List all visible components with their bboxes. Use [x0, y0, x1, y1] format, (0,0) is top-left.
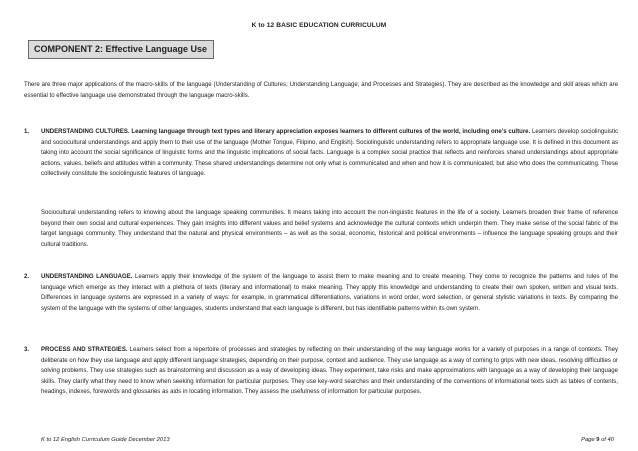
sociocultural-paragraph: Sociocultural understanding refers to knowing about the language speaking communities. It means taking into account the non-linguistic features in the life of a society. Learners broaden their frame of reference beyond their own social and cultural experiences. They gain insights into different values and belief systems and acknowledge the cultural contexts which underpin them. They make sense of the social fabric of the target language community. They understand that the natural and physical environments – as well as the social, economic, historical and political environments – influence the language speaking groups and their cultural traditions.: [41, 210, 618, 248]
list-number: 1.: [24, 129, 30, 135]
intro-paragraph: There are three major applications of the macro-skills of the language (Understanding of Cultures; Understanding Language; and Processes and Strategies). They are described as the knowledge and skill areas which are essential to effective language use demonstrated through the language macro-skills.: [24, 82, 618, 99]
footer-guide-title: K to 12 English Curriculum Guide December 2013: [41, 437, 170, 443]
list-item-lead: UNDERSTANDING CULTURES. Learning language through text types and literary appreciation exposes learners to different cultures of the world, including one’s culture.: [41, 129, 531, 135]
page-prefix: Page: [581, 437, 597, 443]
list-item-understanding-cultures: [24, 127, 618, 180]
list-item-body: [41, 272, 618, 314]
page-current: 9: [596, 437, 600, 443]
list-item-understanding-language: [24, 272, 618, 314]
list-item-body: [41, 127, 618, 180]
list-item-process-strategies: [24, 345, 618, 398]
list-item-body: [41, 345, 618, 398]
list-number: 3.: [24, 347, 30, 353]
component-title-box: COMPONENT 2: Effective Language Use: [28, 40, 214, 59]
list-item-text: Learners select from a repertoire of processes and strategies by reflecting on their understanding of the way language works for a variety of purposes in a range of contexts. They deliberate on how they use language and apply different language strategies, depending on their purpose, context and audience. They use language as a way of coming to grips with new ideas, resolving difficulties or solving problems. They use strategies such as brainstorming and discussion as a way of developing ideas. They experiment, take risks and make approximations with language as a way of developing their language skills. They clarify what they need to know when seeking information for particular purposes. They use key-word searches and their understanding of the conventions of informational texts such as tables of contents, headings, indexes, forewords and glossaries as aids in locating information. They assess the usefulness of information for particular purposes.: [41, 347, 618, 396]
footer-page-number: [581, 437, 614, 443]
list-item-text: Learners develop sociolinguistic and sociocultural understandings and apply them to their use of the language (Mother Tongue, Filipino, and English). Sociolinguistic understanding refers to appropriate language use. It is defined in this document as taking into account the social significance of linguistic forms and the linguistic implications of social facts. Language is a complex social practice that reflects and reinforces shared understandings about appropriate actions, values, beliefs and attitudes within a community. These shared understandings determine not only what is communicated and when and how it is communicated, but also who does the communicating. These collectively constitute the sociolinguistic features of language.: [41, 129, 619, 178]
list-item-text: Learners apply their knowledge of the system of the language to assist them to make meaning and to create meaning. They come to recognize the patterns and rules of the language which emerge as they interact with a plethora of texts (literary and informational) to make meaning. They apply this knowledge and understanding to create their own spoken, written and visual texts. Differences in language systems are expressed in a variety of ways: for example, in grammatical differentiations, variations in word order, word selection, or general stylistic variations in texts. By comparing the system of the language with the systems of other languages, students understand that each language is different, but has identifiable patterns within its own system.: [41, 274, 618, 312]
document-header: K to 12 BASIC EDUCATION CURRICULUM: [251, 22, 387, 29]
list-item-lead: PROCESS AND STRATEGIES.: [41, 347, 128, 353]
list-item-lead: UNDERSTANDING LANGUAGE.: [41, 274, 133, 280]
page-total: of 40: [599, 437, 614, 443]
list-number: 2.: [24, 274, 30, 280]
